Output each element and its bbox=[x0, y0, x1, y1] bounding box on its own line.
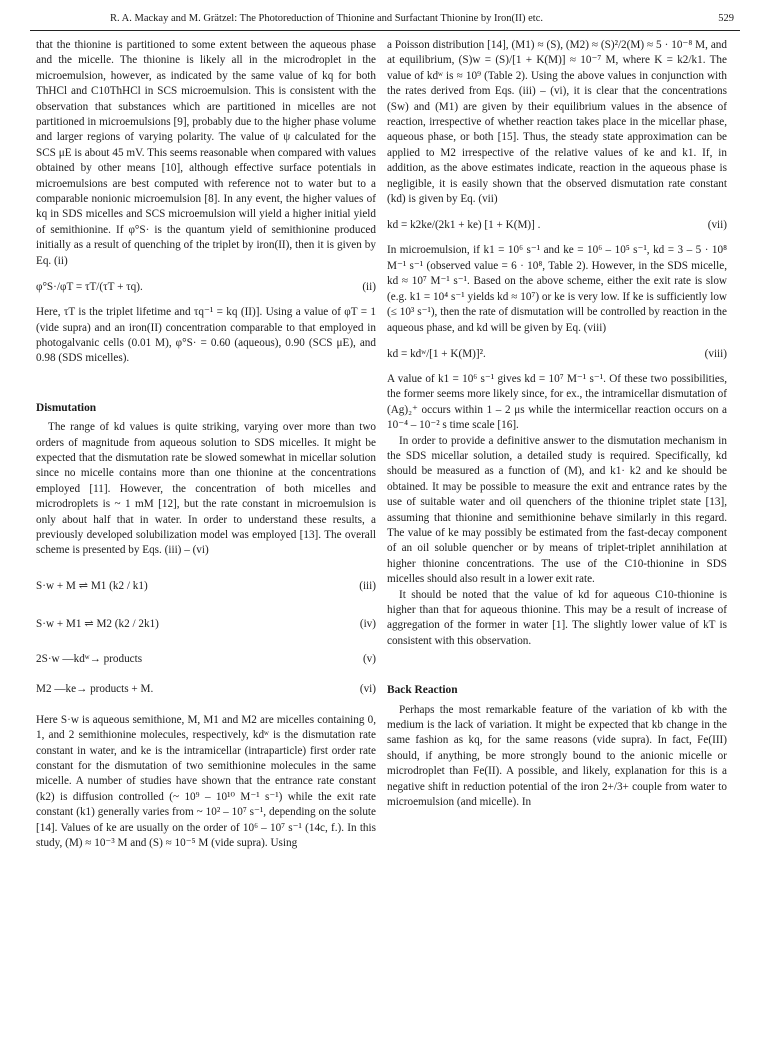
page-number: 529 bbox=[718, 13, 734, 24]
equation-number: (v) bbox=[362, 652, 376, 665]
paragraph: a Poisson distribution [14], (M1) ≈ (S), (M2) ≈ (S)²/2(M) ≈ 5 · 10⁻⁸ M, and at equilibrium, (S)w = (S)/[1 + K(M)] ≈ 10⁻⁷ M, where K = k2/k1. The value of kdʷ is ≈ 10⁹ (Table 2). Using the above values in conjunction with the rates derived from Eqs. (iii) – (vi), it is clear that the concentrations (Sw) and (M1) are given by their equilibrium values in the absence of reaction, irrespective of whether reaction takes place in the micellar phase, aqueous phase, or both [15]. Thus, the steady state approximation can be applied to M2 irrespective of the relative values of ke and k1. If, in addition, as the above estimates indicate, reaction in the aqueous phase is negligible, it is easily shown that the observed dismutation rate constant (kd) is given by Eq. (vii) bbox=[387, 39, 727, 206]
equation-ii bbox=[36, 275, 376, 299]
equation-text: M2 —ke→ products + M. bbox=[36, 682, 154, 695]
equation-number: (vii) bbox=[707, 219, 727, 232]
equation-vii bbox=[387, 213, 727, 237]
paragraph: Here S·w is aqueous semithione, M, M1 and M2 are micelles containing 0, 1, and 2 semithionine molecules, respectively, kdʷ is the dismutation rate constant in water, and ke is the intramicellar (intraparticle) first order rate constant for the dismutation of two semithionine molecules in the same micelle. A number of studies have shown that the entrance rate constant (k2) is diffusion controlled (~ 10⁹ – 10¹⁰ M⁻¹ s⁻¹) while the exit rate constant (k1) generally varies from ~ 10² – 10⁷ s⁻¹, depending on the solute [14]. Values of ke are usually on the order of 10⁶ – 10⁷ s⁻¹ (14c, f.). In this study, (M) ≈ 10⁻³ M and (S) ≈ 10⁻⁵ M (vide supra). Using bbox=[36, 713, 376, 850]
equation-text: 2S·w —kdʷ→ products bbox=[36, 652, 143, 665]
equation-number: (iv) bbox=[359, 617, 376, 630]
paragraph: In microemulsion, if k1 = 10⁶ s⁻¹ and ke = 10⁶ – 10⁵ s⁻¹, kd = 3 – 5 · 10⁸ M⁻¹ s⁻¹ (observed value = 6 · 10⁸, Table 2). However, in the SDS micelle, kd ≈ 10⁷ M⁻¹ s⁻¹. Based on the above scheme, either the exit rate is slow (e.g. k1 = 10⁴ s⁻¹ yields kd ≈ 10⁷) or ke is very low. If ke is sufficiently low (≤ 10³ s⁻¹), then the rate of dismutation will be controlled by reaction in the aqueous phase, and kd will be given by Eq. (viii) bbox=[387, 244, 727, 334]
equation-v bbox=[36, 647, 376, 671]
paragraph: It should be noted that the value of kd for aqueous C10-thionine is higher than that for aqueous thionine. This may be a result of increase of aggregation of the former in water [1]. The slightly lower value of kT is consistent with this observation. bbox=[387, 588, 727, 647]
paragraph: that the thionine is partitioned to some extent between the aqueous phase and the micelle. The thionine is likely all in the microdroplet in the microemulsion, however, as indicated by the same value of kq for both ThHCl and C10ThHCl in SCS microemulsion. This is consistent with the observation that substances which are partitioned in micelles are not partitioned in microemulsions [9], probably due to the higher phase volume and larger regions of varying polarity. The value of ψ calculated for the SCS μE is about 45 mV. This seems reasonable when compared with values obtained by other means [10], although effective surface potentials in microemulsions are best computed with reference not to water but to a comparable nonionic microemulsion [8]. In any event, the higher values of kq in SDS micelles and SCS microemulsion will yield a higher initial yield of semithionine. If φ°S· is the quantum yield of semithionine produced initially as a result of quenching of the triplet by iron(II), then it is given by Eq. (ii) bbox=[36, 39, 376, 267]
left-column bbox=[36, 38, 376, 851]
equation-text: kd = k2ke/(2k1 + ke) [1 + K(M)] . bbox=[387, 219, 541, 232]
equation-number: (vi) bbox=[359, 682, 376, 695]
paragraph: Here, τT is the triplet lifetime and τq⁻¹ = kq (II)]. Using a value of φT = 1 (vide supra) and an iron(II) concentration comparable to that employed in photogalvanic cells (0.01 M), φ°S· = 0.60 (aqueous), 0.90 (SCS μE), and 0.98 (SDS micelles). bbox=[36, 306, 376, 365]
running-header bbox=[30, 8, 740, 31]
equation-number: (viii) bbox=[704, 347, 727, 360]
equation-number: (ii) bbox=[362, 281, 376, 294]
running-title: R. A. Mackay and M. Grätzel: The Photoreduction of Thionine and Surfactant Thionine by Iron(II) etc. bbox=[110, 13, 544, 24]
equation-iv bbox=[36, 607, 376, 641]
equation-number: (iii) bbox=[359, 579, 376, 592]
equation-vi bbox=[36, 677, 376, 701]
equation-text: φ°S·/φT = τT/(τT + τq). bbox=[36, 281, 143, 294]
paragraph: A value of k1 = 10⁶ s⁻¹ gives kd = 10⁷ M⁻¹ s⁻¹. Of these two possibilities, the former seems more likely since, for ex., the intramicellar dismutation of (Ag)₂⁺ occurs within 1 – 2 μs while the intermicellar reaction occurs on a 10⁻⁴ – 10⁻² s time scale [16]. bbox=[387, 372, 727, 432]
equation-text: S·w + M1 ⇌ M2 (k2 / 2k1) bbox=[36, 617, 159, 630]
right-column bbox=[387, 38, 727, 810]
equation-text: kd = kdʷ/[1 + K(M)]². bbox=[387, 347, 486, 360]
equation-text: S·w + M ⇌ M1 (k2 / k1) bbox=[36, 579, 148, 592]
paragraph: Perhaps the most remarkable feature of the variation of kb with the medium is the lack of variation. It might be expected that kb change in the same fashion as kq, for the same reasons (vide supra). In fact, Fe(III) should, if anything, be more strongly bound to the anionic micelle or microdroplet than Fe(II). A possible, and likely, explanation for this is a negative shift in reduction potential of the iron 2+/3+ couple from water to microemulsion (and micelle). In bbox=[387, 703, 727, 809]
equation-viii bbox=[387, 342, 727, 366]
section-heading: Dismutation bbox=[36, 401, 97, 414]
paragraph: In order to provide a definitive answer to the dismutation mechanism in the SDS micellar solution, a detailed study is required. Specifically, kd should be measured as a function of (M), and k1· k2 and ke should be obtained. It may be possible to measure the exit and entrance rates by the use of suitable water and oil quenchers of the thionine triplet state [13], assuming that thionine and semithionine behave similarly in this regard. The value of ke may possibly be estimated from the fast-decay component of an oil soluble quencher or by means of triplet-triplet annihilation at higher thionine concentrations. The use of the C10-thionine in SDS micelles should also result in a lower exit rate. bbox=[387, 434, 727, 586]
paragraph: The range of kd values is quite striking, varying over more than two orders of magnitude from aqueous solution to SDS micelles. It might be expected that the dismutation rate be slowed somewhat in micellar solution since no micelle contains more than one thionine at the concentrations employed [11]. However, the concentration of both micelles and microdroplets is ~ 1 mM [12], but the rate constant in microemulsion is only about half that in water. In order to understand these results, a previously developed solubilization model was employed [13]. The overall scheme is presented by Eqs. (iii) – (vi) bbox=[36, 421, 376, 557]
equation-iii bbox=[36, 569, 376, 603]
section-heading: Back Reaction bbox=[387, 684, 458, 697]
